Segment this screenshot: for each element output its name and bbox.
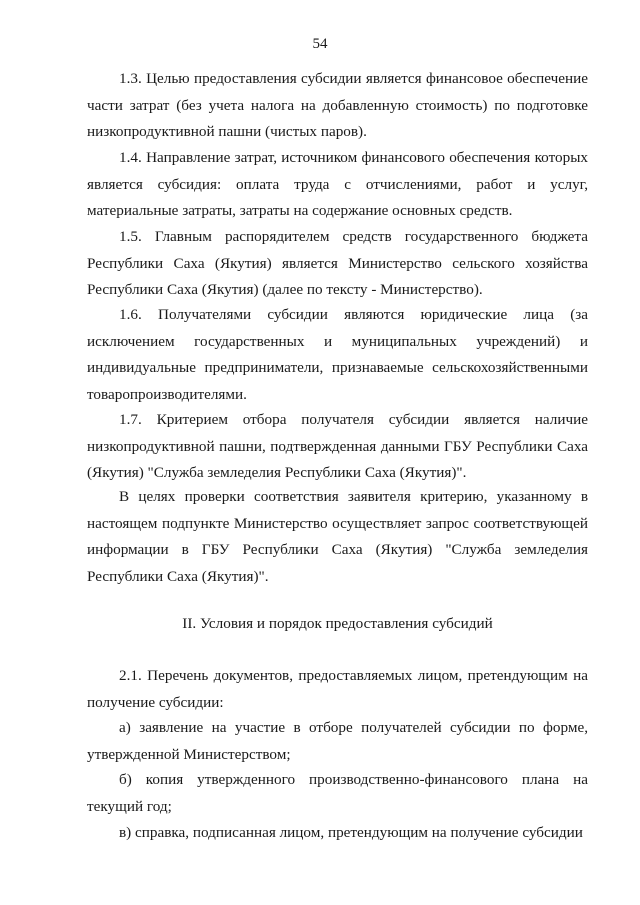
paragraph-1-4: 1.4. Направление затрат, источником финансового обеспечения которых является субсидия: оплата труда с отчислениями, работ и услуг, материальные затраты, затраты на содержание основных средств.: [87, 149, 588, 219]
paragraph-1-7-verification: В целях проверки соответствия заявителя критерию, указанному в настоящем подпункте Министерство осуществляет запрос соответствующей информации в ГБУ Республики Саха (Якутия) "Служба земледелия Республики Саха (Якутия)".: [87, 488, 588, 585]
paragraph-1-5: 1.5. Главным распорядителем средств государственного бюджета Республики Саха (Якутия) является Министерство сельского хозяйства Республики Саха (Якутия) (далее по тексту - Министерство).: [87, 228, 588, 298]
section-heading: II. Условия и порядок предоставления субсидий: [182, 615, 493, 632]
paragraph-1-3: 1.3. Целью предоставления субсидии является финансовое обеспечение части затрат (без учета налога на добавленную стоимость) по подготовке низкопродуктивной пашни (чистых паров).: [87, 70, 588, 140]
paragraph-1-6: 1.6. Получателями субсидии являются юридические лица (за исключением государственных и муниципальных учреждений) и индивидуальные предприниматели, признаваемые сельскохозяйственными товаропроизводителями.: [87, 306, 588, 403]
paragraph-1-7: 1.7. Критерием отбора получателя субсидии является наличие низкопродуктивной пашни, подтвержденная данными ГБУ Республики Саха (Якутия) "Служба земледелия Республики Саха (Якутия)".: [87, 411, 588, 481]
page-number: 54: [312, 36, 328, 52]
list-item-b: б) копия утвержденного производственно-финансового плана на текущий год;: [87, 771, 588, 815]
list-item-a: а) заявление на участие в отборе получателей субсидии по форме, утвержденной Министерством;: [87, 719, 588, 763]
paragraph-2-1: 2.1. Перечень документов, предоставляемых лицом, претендующим на получение субсидии:: [87, 667, 588, 711]
list-item-v: в) справка, подписанная лицом, претендующим на получение субсидии: [119, 824, 583, 841]
